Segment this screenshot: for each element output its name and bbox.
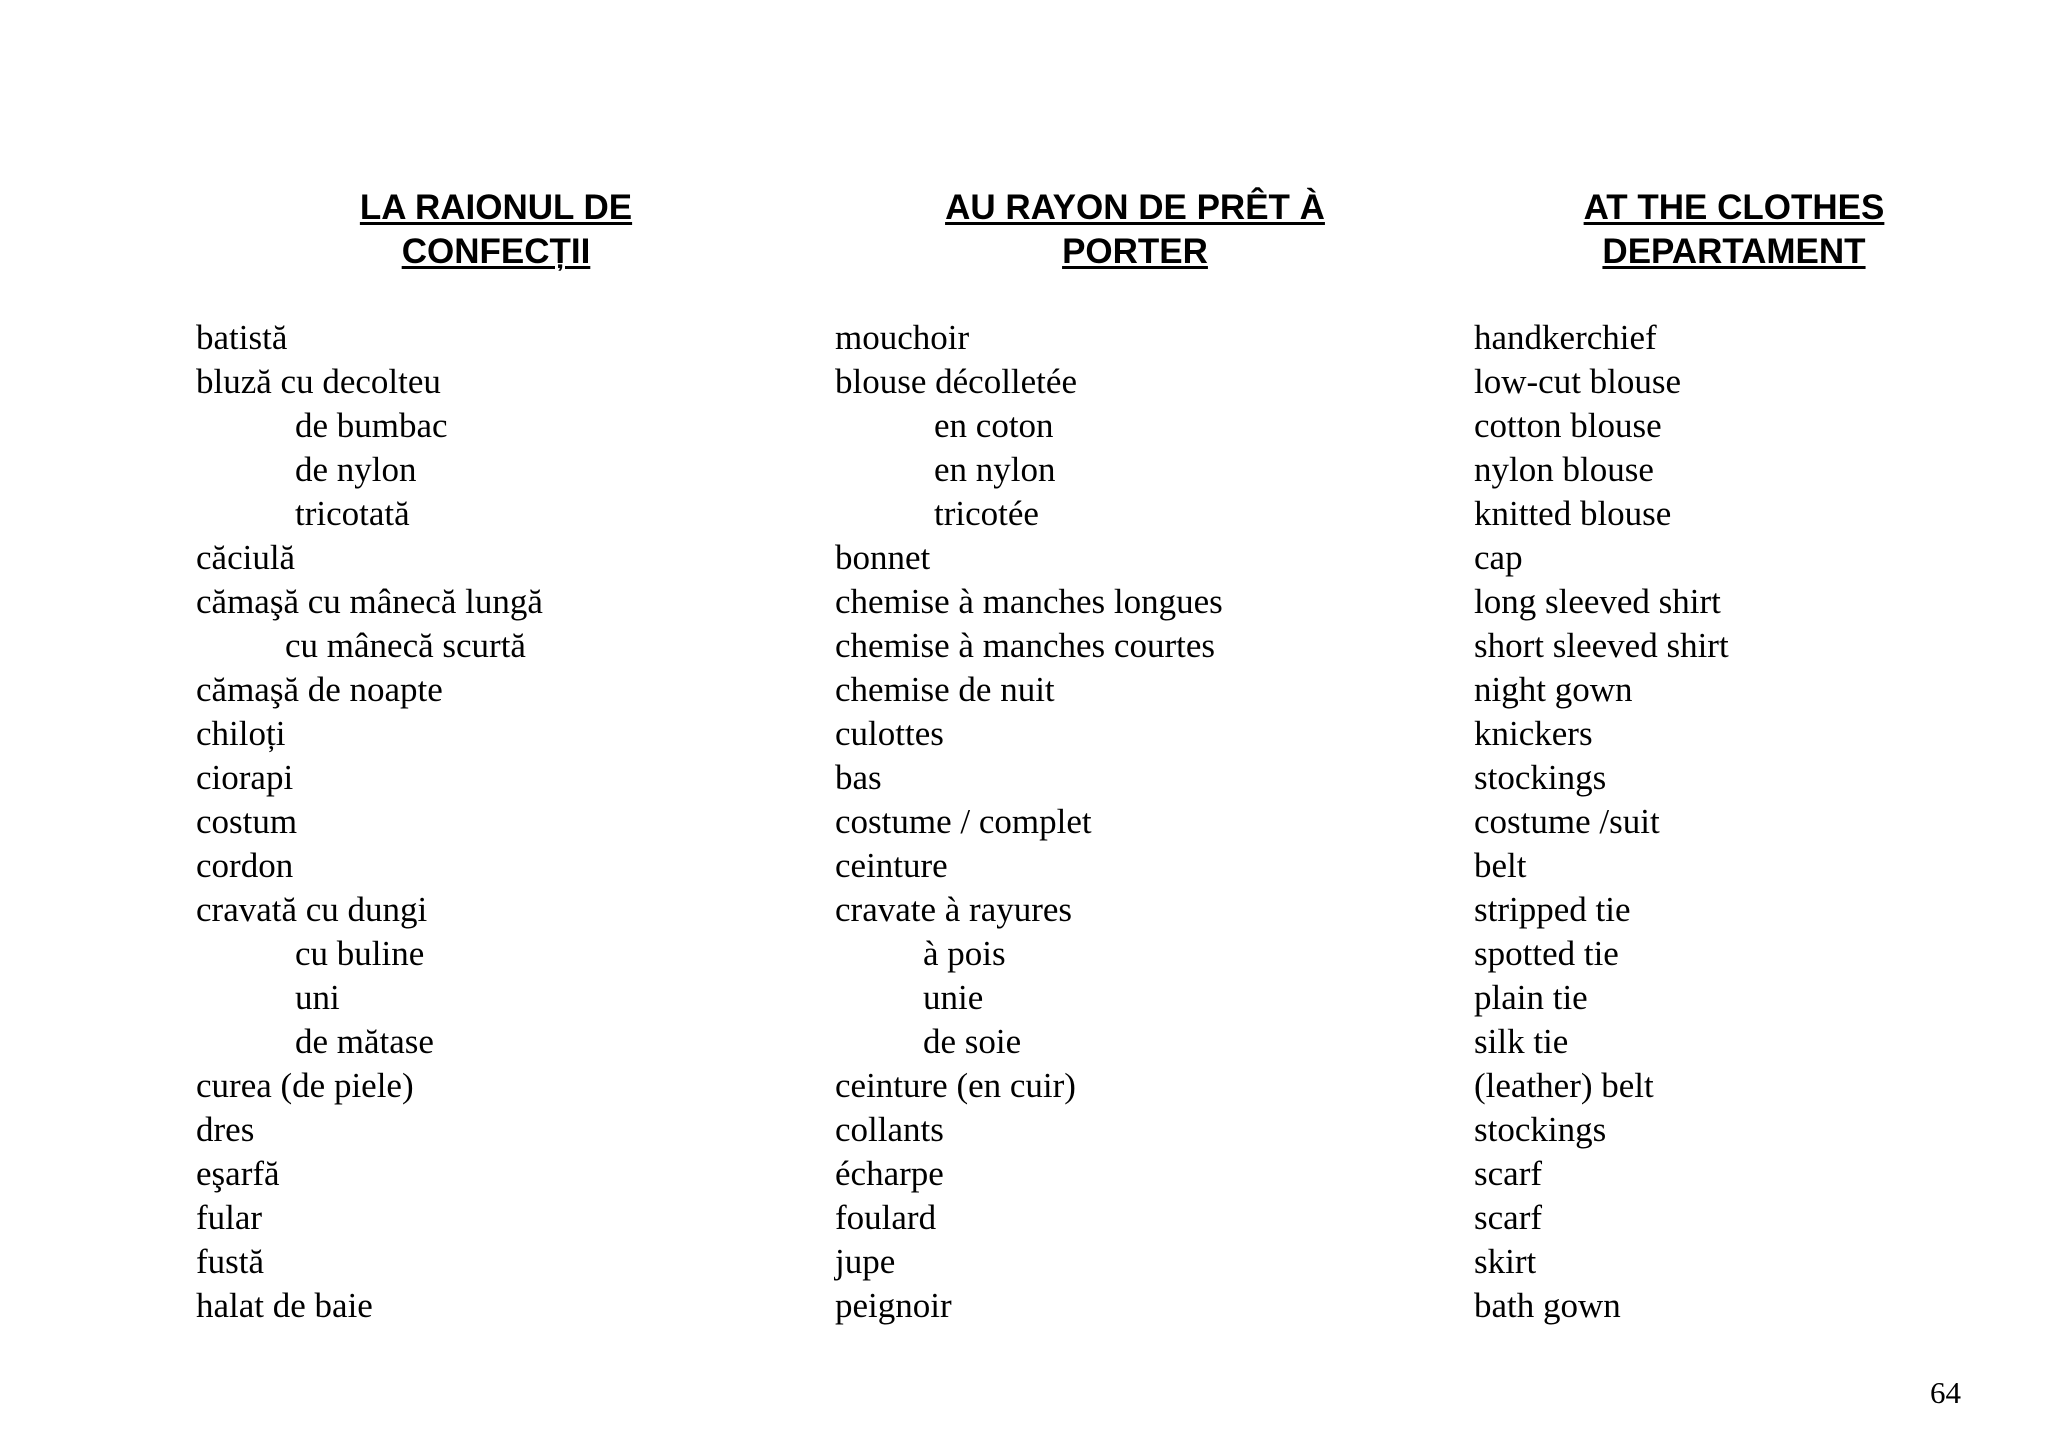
list-item: stockings (1474, 1110, 1607, 1149)
list-item: en nylon (934, 450, 1056, 489)
list-item: dres (196, 1110, 255, 1149)
list-item: plain tie (1474, 978, 1588, 1017)
list-item: chemise à manches longues (835, 582, 1223, 621)
list-item: bluză cu decolteu (196, 362, 441, 401)
list-item: cu mânecă scurtă (285, 626, 526, 665)
list-item: uni (295, 978, 340, 1017)
list-item: spotted tie (1474, 934, 1619, 973)
list-item: chemise de nuit (835, 670, 1055, 709)
list-item: curea (de piele) (196, 1066, 414, 1105)
heading-line: CONFECȚII (401, 232, 591, 271)
list-item: de mătase (295, 1022, 434, 1061)
list-item: stripped tie (1474, 890, 1631, 929)
heading-line: DEPARTAMENT (1602, 232, 1866, 271)
list-item: écharpe (835, 1154, 944, 1193)
french-entries (835, 316, 1435, 1328)
list-item: cămaşă de noapte (196, 670, 443, 709)
list-item: ceinture (835, 846, 948, 885)
list-item: de soie (923, 1022, 1022, 1061)
list-item: handkerchief (1474, 318, 1657, 357)
page-number: 64 (1930, 1375, 1961, 1410)
list-item: long sleeved shirt (1474, 582, 1721, 621)
list-item: cotton blouse (1474, 406, 1662, 445)
list-item: eşarfă (196, 1154, 280, 1193)
romanian-entries (196, 316, 796, 1328)
list-item: tricotée (934, 494, 1039, 533)
list-item: nylon blouse (1474, 450, 1654, 489)
list-item: silk tie (1474, 1022, 1569, 1061)
list-item: unie (923, 978, 984, 1017)
list-item: stockings (1474, 758, 1607, 797)
list-item: culottes (835, 714, 944, 753)
romanian-heading (196, 186, 796, 274)
list-item: costume /suit (1474, 802, 1660, 841)
list-item: cordon (196, 846, 294, 885)
list-item: batistă (196, 318, 288, 357)
list-item: foulard (835, 1198, 937, 1237)
list-item: fustă (196, 1242, 265, 1281)
list-item: scarf (1474, 1154, 1543, 1193)
english-entries (1474, 316, 1994, 1328)
list-item: bas (835, 758, 882, 797)
list-item: costume / complet (835, 802, 1092, 841)
list-item: en coton (934, 406, 1054, 445)
list-item: collants (835, 1110, 944, 1149)
list-item: belt (1474, 846, 1527, 885)
list-item: chemise à manches courtes (835, 626, 1215, 665)
list-item: cap (1474, 538, 1523, 577)
list-item: de nylon (295, 450, 417, 489)
list-item: cravate à rayures (835, 890, 1073, 929)
list-item: ceinture (en cuir) (835, 1066, 1076, 1105)
heading-line: LA RAIONUL DE (359, 188, 633, 227)
list-item: scarf (1474, 1198, 1543, 1237)
french-column (835, 186, 1435, 1325)
list-item: blouse décolletée (835, 362, 1077, 401)
list-item: tricotată (295, 494, 410, 533)
list-item: căciulă (196, 538, 296, 577)
english-heading (1474, 186, 1994, 274)
list-item: peignoir (835, 1286, 952, 1325)
list-item: cămaşă cu mânecă lungă (196, 582, 543, 621)
list-item: fular (196, 1198, 263, 1237)
list-item: low-cut blouse (1474, 362, 1682, 401)
list-item: skirt (1474, 1242, 1537, 1281)
list-item: knitted blouse (1474, 494, 1672, 533)
list-item: halat de baie (196, 1286, 373, 1325)
list-item: cravată cu dungi (196, 890, 428, 929)
list-item: knickers (1474, 714, 1593, 753)
list-item: chiloți (196, 714, 286, 753)
list-item: de bumbac (295, 406, 448, 445)
french-heading (835, 186, 1435, 274)
list-item: night gown (1474, 670, 1633, 709)
heading-line: PORTER (1062, 232, 1208, 271)
english-column (1474, 186, 1994, 1325)
romanian-column (196, 186, 796, 1325)
list-item: bath gown (1474, 1286, 1621, 1325)
list-item: cu buline (295, 934, 425, 973)
list-item: ciorapi (196, 758, 294, 797)
list-item: short sleeved shirt (1474, 626, 1729, 665)
heading-line: AU RAYON DE PRÊT À (945, 188, 1325, 227)
list-item: (leather) belt (1474, 1066, 1654, 1105)
list-item: costum (196, 802, 298, 841)
list-item: bonnet (835, 538, 931, 577)
list-item: jupe (835, 1242, 896, 1281)
list-item: mouchoir (835, 318, 970, 357)
list-item: à pois (923, 934, 1006, 973)
heading-line: AT THE CLOTHES (1583, 188, 1885, 227)
